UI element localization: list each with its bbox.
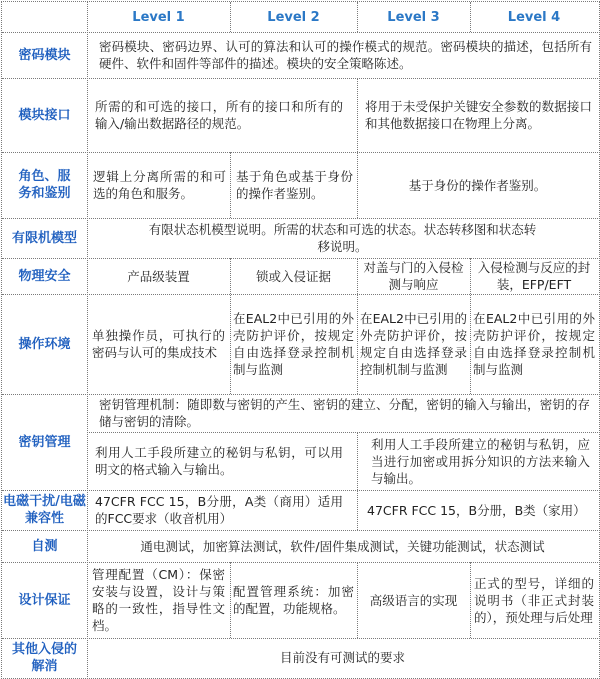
design-assurance-level-4: 正式的型号，详细的说明书（非正式封装的），预处理与后处理: [474, 575, 594, 625]
grid-line: [230, 562, 231, 638]
key-mgmt-all-levels: 密钥管理机制：随即数与密钥的产生、密钥的建立、分配，密钥的输入与输出，密钥的存储与密钥的清除。: [99, 397, 590, 429]
grid-line: [357, 2, 358, 32]
other-attacks-all-levels: 目前没有可测试的要求: [279, 650, 405, 665]
header-level-4: Level 4: [507, 9, 561, 25]
key-mgmt-level-3-4: 利用人工手段所建立的秘钥与私钥，应当进行加密或用拆分知识的方法来输入与输出。: [371, 436, 590, 486]
grid-line: [470, 258, 471, 394]
row-label-other-attacks: 其他入侵的解消: [11, 641, 77, 674]
grid-line: [230, 2, 231, 32]
grid-line: [2, 638, 598, 639]
grid-line: [470, 562, 471, 638]
grid-line: [357, 258, 358, 394]
grid-line: [2, 562, 598, 563]
finite-state-model-all-levels: 有限状态机模型说明。所需的状态和可选的状态。状态转移图和状态转移说明。: [148, 222, 537, 254]
row-label-key-management: 密钥管理: [18, 434, 71, 450]
grid-line: [470, 2, 471, 32]
roles-services-level-1: 逻辑上分离所需的和可选的角色和服务。: [93, 169, 226, 201]
self-test-all-levels: 通电测试，加密算法测试，软件/固件集成测试，关键功能测试，状态测试: [140, 538, 545, 554]
grid-line: [357, 562, 358, 638]
row-label-crypto-module: 密码模块: [18, 47, 71, 63]
header-level-1: Level 1: [132, 9, 185, 25]
operating-env-level-3: 在EAL2中已引用的外壳防护评价，按规定自由选择登录控制机制与监测: [360, 311, 467, 377]
grid-line: [2, 152, 598, 153]
design-assurance-level-3: 高级语言的实现: [369, 592, 458, 608]
header-level-2: Level 2: [267, 9, 320, 25]
row-label-module-interface: 模块接口: [18, 107, 71, 123]
physical-security-level-1: 产品级装置: [127, 268, 190, 284]
grid-line: [2, 218, 598, 219]
design-assurance-level-1: 管理配置（CM）：保密安装与设置，设计与策略的一致性，指导性文档。: [92, 567, 225, 633]
row-label-emi-emc: 电磁干扰/电磁兼容性: [3, 494, 86, 526]
grid-line: [87, 432, 598, 433]
grid-line: [2, 294, 598, 295]
physical-security-level-3: 对盖与门的入侵检测与响应: [363, 260, 464, 292]
row-label-finite-state-model: 有限机模型: [11, 230, 77, 246]
grid-line: [2, 394, 598, 395]
design-assurance-level-2: 配置管理系统：加密的配置，功能规格。: [233, 584, 354, 616]
header-level-3: Level 3: [387, 9, 440, 25]
crypto-module-all-levels: 密码模块、密码边界、认可的算法和认可的操作模式的规范。密码模块的描述，包括所有硬件、软件和固件等部件的描述。模块的安全策略陈述。: [99, 39, 592, 71]
operating-env-level-2: 在EAL2中已引用的外壳防护评价，按规定自由选择登录控制机制与监测: [233, 311, 354, 377]
row-label-physical-security: 物理安全: [18, 268, 71, 284]
module-interface-level-3-4: 将用于未受保护关键安全参数的数据接口和其他数据接口在物理上分离。: [365, 99, 592, 131]
emi-emc-level-1-2: 47CFR FCC 15，B分册，A类（商用）适用的FCC要求（收音机用）: [95, 494, 343, 526]
row-label-operating-environment: 操作环境: [18, 336, 71, 352]
grid-line: [2, 530, 598, 531]
operating-env-level-4: 在EAL2中已引用的外壳防护评价，按规定自由选择登录控制机制与监测: [473, 311, 595, 377]
row-label-design-assurance: 设计保证: [18, 592, 71, 608]
grid-line: [2, 32, 598, 33]
operating-env-level-1: 单独操作员，可执行的密码与认可的集成技术: [92, 328, 225, 360]
grid-line: [2, 490, 598, 491]
roles-services-level-3-4: 基于身份的操作者鉴别。: [408, 177, 547, 193]
grid-line: [2, 258, 598, 259]
row-label-self-test: 自测: [31, 538, 58, 554]
physical-security-level-2: 锁或入侵证据: [255, 268, 331, 284]
grid-line: [230, 258, 231, 394]
key-mgmt-level-1-2: 利用人工手段所建立的秘钥与私钥，可以用明文的格式输入与输出。: [95, 445, 343, 477]
grid-line: [230, 152, 231, 218]
module-interface-level-1-2: 所需的和可选的接口，所有的接口和所有的输入/输出数据路径的规范。: [95, 99, 343, 131]
row-label-roles-services-auth: 角色、服务和鉴别: [18, 169, 71, 201]
grid-line: [2, 78, 598, 79]
grid-line: [357, 432, 358, 530]
physical-security-level-4: 入侵检测与反应的封装，EFP/EFT: [477, 260, 591, 292]
grid-line: [357, 78, 358, 218]
emi-emc-level-3-4: 47CFR FCC 15，B分册，B类（家用）: [367, 502, 586, 518]
grid-line: [87, 2, 88, 677]
roles-services-level-2: 基于角色或基于身份的操作者鉴别。: [236, 169, 353, 201]
